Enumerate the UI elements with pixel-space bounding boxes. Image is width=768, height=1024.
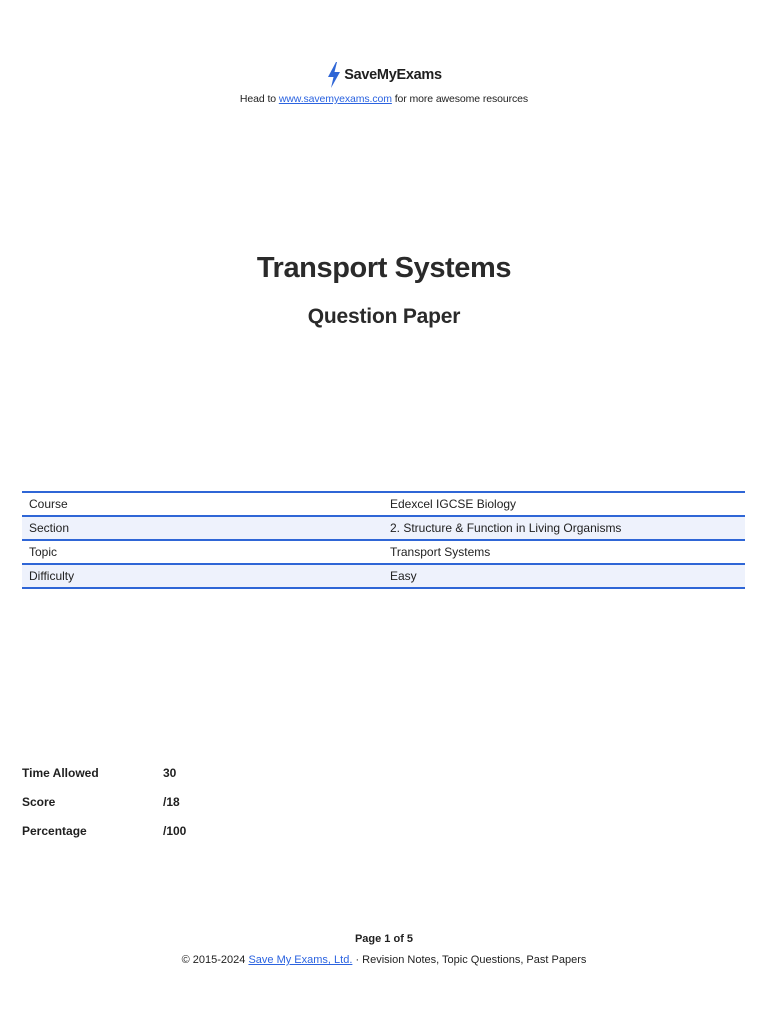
stat-value: /18 xyxy=(163,794,180,809)
stat-score xyxy=(22,787,186,816)
table-row xyxy=(22,564,745,588)
table-value: 2. Structure & Function in Living Organisms xyxy=(383,516,745,540)
stat-label: Percentage xyxy=(22,823,87,838)
tagline xyxy=(0,93,768,105)
page-title: Transport Systems xyxy=(256,252,512,284)
table-label: Course xyxy=(22,492,383,516)
website-link[interactable]: www.savemyexams.com xyxy=(278,93,392,105)
table-row xyxy=(22,492,745,516)
brand-name: SaveMyExams xyxy=(344,67,442,83)
copyright-suffix: · Revision Notes, Topic Questions, Past Papers xyxy=(355,954,587,966)
tagline-prefix: Head to xyxy=(239,93,276,105)
stat-value: 30 xyxy=(163,765,177,780)
tagline-suffix: for more awesome resources xyxy=(394,93,529,105)
page-header xyxy=(0,60,768,105)
table-value: Transport Systems xyxy=(383,540,745,564)
copyright-prefix: © 2015-2024 xyxy=(181,954,246,966)
copyright xyxy=(0,954,768,966)
stat-label: Time Allowed xyxy=(22,765,99,780)
lightning-bolt-icon xyxy=(326,62,342,88)
copyright-link[interactable]: Save My Exams, Ltd. xyxy=(248,954,353,966)
stat-percentage xyxy=(22,816,186,845)
stat-label: Score xyxy=(22,794,56,809)
table-row xyxy=(22,516,745,540)
page-subtitle: Question Paper xyxy=(307,305,461,328)
table-label: Section xyxy=(22,516,383,540)
table-row xyxy=(22,540,745,564)
info-table xyxy=(22,491,745,589)
stat-time-allowed xyxy=(22,758,186,787)
table-label: Difficulty xyxy=(22,564,383,588)
table-value: Edexcel IGCSE Biology xyxy=(383,492,745,516)
table-label: Topic xyxy=(22,540,383,564)
brand-logo[interactable] xyxy=(326,60,441,90)
page-footer xyxy=(0,933,768,966)
page-number: Page 1 of 5 xyxy=(354,933,414,945)
stats-block xyxy=(22,758,186,845)
table-value: Easy xyxy=(383,564,745,588)
stat-value: /100 xyxy=(163,823,187,838)
